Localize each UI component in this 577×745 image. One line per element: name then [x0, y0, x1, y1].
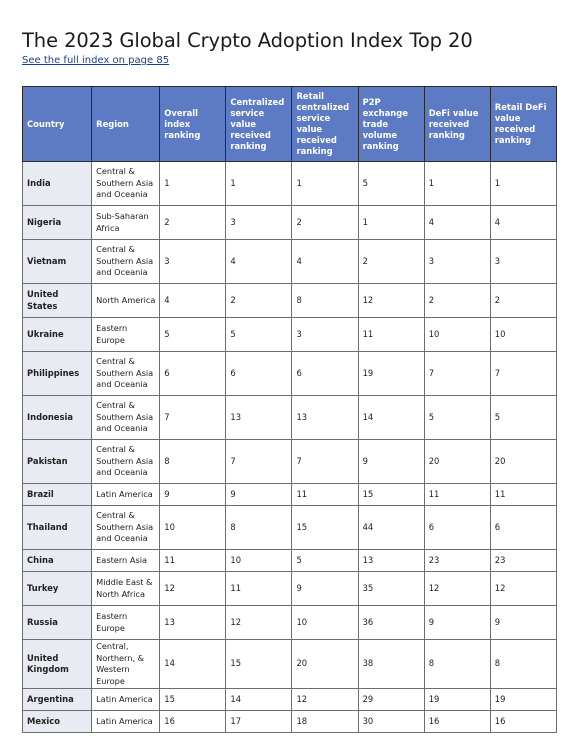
overall-ranking-cell: 14 — [160, 640, 226, 689]
retail-defi-ranking-cell: 8 — [490, 640, 556, 689]
region-cell: Latin America — [92, 689, 160, 711]
p2p-ranking-cell: 1 — [358, 206, 424, 240]
p2p-ranking-cell: 29 — [358, 689, 424, 711]
retail-defi-ranking-cell: 6 — [490, 506, 556, 550]
table-row — [23, 572, 557, 606]
centralized-ranking-cell: 3 — [226, 206, 292, 240]
retail-centralized-ranking-cell: 20 — [292, 640, 358, 689]
country-cell: Philippines — [23, 352, 92, 396]
defi-ranking-cell: 9 — [424, 606, 490, 640]
overall-ranking-cell: 6 — [160, 352, 226, 396]
overall-ranking-cell: 1 — [160, 162, 226, 206]
p2p-ranking-cell: 14 — [358, 396, 424, 440]
defi-ranking-cell: 1 — [424, 162, 490, 206]
table-row — [23, 206, 557, 240]
header-retail-defi-ranking: Retail DeFi value received ranking — [490, 87, 556, 162]
table-row — [23, 318, 557, 352]
centralized-ranking-cell: 15 — [226, 640, 292, 689]
overall-ranking-cell: 8 — [160, 440, 226, 484]
p2p-ranking-cell: 38 — [358, 640, 424, 689]
retail-centralized-ranking-cell: 3 — [292, 318, 358, 352]
region-cell: Central & Southern Asia and Oceania — [92, 162, 160, 206]
defi-ranking-cell: 8 — [424, 640, 490, 689]
retail-defi-ranking-cell: 5 — [490, 396, 556, 440]
defi-ranking-cell: 16 — [424, 711, 490, 733]
p2p-ranking-cell: 19 — [358, 352, 424, 396]
retail-centralized-ranking-cell: 5 — [292, 550, 358, 572]
overall-ranking-cell: 11 — [160, 550, 226, 572]
table-header-row — [23, 87, 557, 162]
retail-defi-ranking-cell: 7 — [490, 352, 556, 396]
overall-ranking-cell: 10 — [160, 506, 226, 550]
centralized-ranking-cell: 2 — [226, 284, 292, 318]
table-row — [23, 284, 557, 318]
overall-ranking-cell: 4 — [160, 284, 226, 318]
centralized-ranking-cell: 5 — [226, 318, 292, 352]
table-row — [23, 352, 557, 396]
p2p-ranking-cell: 35 — [358, 572, 424, 606]
overall-ranking-cell: 5 — [160, 318, 226, 352]
defi-ranking-cell: 12 — [424, 572, 490, 606]
p2p-ranking-cell: 13 — [358, 550, 424, 572]
region-cell: Eastern Europe — [92, 318, 160, 352]
retail-centralized-ranking-cell: 15 — [292, 506, 358, 550]
overall-ranking-cell: 3 — [160, 240, 226, 284]
header-region: Region — [92, 87, 160, 162]
country-cell: Ukraine — [23, 318, 92, 352]
region-cell: Central & Southern Asia and Oceania — [92, 240, 160, 284]
centralized-ranking-cell: 7 — [226, 440, 292, 484]
table-row — [23, 484, 557, 506]
p2p-ranking-cell: 30 — [358, 711, 424, 733]
p2p-ranking-cell: 9 — [358, 440, 424, 484]
header-p2p-ranking: P2P exchange trade volume ranking — [358, 87, 424, 162]
defi-ranking-cell: 10 — [424, 318, 490, 352]
region-cell: Central & Southern Asia and Oceania — [92, 440, 160, 484]
retail-defi-ranking-cell: 1 — [490, 162, 556, 206]
country-cell: Turkey — [23, 572, 92, 606]
header-overall-ranking: Overall index ranking — [160, 87, 226, 162]
table-row — [23, 689, 557, 711]
region-cell: Middle East & North Africa — [92, 572, 160, 606]
retail-centralized-ranking-cell: 10 — [292, 606, 358, 640]
country-cell: China — [23, 550, 92, 572]
p2p-ranking-cell: 44 — [358, 506, 424, 550]
defi-ranking-cell: 5 — [424, 396, 490, 440]
centralized-ranking-cell: 8 — [226, 506, 292, 550]
defi-ranking-cell: 2 — [424, 284, 490, 318]
retail-centralized-ranking-cell: 8 — [292, 284, 358, 318]
retail-defi-ranking-cell: 12 — [490, 572, 556, 606]
defi-ranking-cell: 20 — [424, 440, 490, 484]
overall-ranking-cell: 13 — [160, 606, 226, 640]
table-row — [23, 240, 557, 284]
retail-centralized-ranking-cell: 6 — [292, 352, 358, 396]
country-cell: India — [23, 162, 92, 206]
region-cell: Sub-Saharan Africa — [92, 206, 160, 240]
country-cell: Nigeria — [23, 206, 92, 240]
centralized-ranking-cell: 10 — [226, 550, 292, 572]
retail-defi-ranking-cell: 2 — [490, 284, 556, 318]
defi-ranking-cell: 11 — [424, 484, 490, 506]
retail-centralized-ranking-cell: 12 — [292, 689, 358, 711]
overall-ranking-cell: 2 — [160, 206, 226, 240]
retail-defi-ranking-cell: 11 — [490, 484, 556, 506]
full-index-link[interactable]: See the full index on page 85 — [22, 55, 170, 66]
defi-ranking-cell: 19 — [424, 689, 490, 711]
retail-defi-ranking-cell: 3 — [490, 240, 556, 284]
header-centralized-ranking: Centralized service value received ranking — [226, 87, 292, 162]
overall-ranking-cell: 7 — [160, 396, 226, 440]
region-cell: Latin America — [92, 484, 160, 506]
retail-defi-ranking-cell: 9 — [490, 606, 556, 640]
region-cell: North America — [92, 284, 160, 318]
retail-centralized-ranking-cell: 9 — [292, 572, 358, 606]
region-cell: Central & Southern Asia and Oceania — [92, 396, 160, 440]
defi-ranking-cell: 3 — [424, 240, 490, 284]
p2p-ranking-cell: 12 — [358, 284, 424, 318]
country-cell: Indonesia — [23, 396, 92, 440]
centralized-ranking-cell: 11 — [226, 572, 292, 606]
centralized-ranking-cell: 6 — [226, 352, 292, 396]
table-row — [23, 640, 557, 689]
centralized-ranking-cell: 13 — [226, 396, 292, 440]
region-cell: Eastern Europe — [92, 606, 160, 640]
retail-centralized-ranking-cell: 13 — [292, 396, 358, 440]
overall-ranking-cell: 9 — [160, 484, 226, 506]
country-cell: Brazil — [23, 484, 92, 506]
overall-ranking-cell: 16 — [160, 711, 226, 733]
defi-ranking-cell: 4 — [424, 206, 490, 240]
country-cell: Russia — [23, 606, 92, 640]
centralized-ranking-cell: 9 — [226, 484, 292, 506]
defi-ranking-cell: 6 — [424, 506, 490, 550]
table-row — [23, 550, 557, 572]
overall-ranking-cell: 12 — [160, 572, 226, 606]
table-row — [23, 506, 557, 550]
retail-defi-ranking-cell: 4 — [490, 206, 556, 240]
country-cell: Mexico — [23, 711, 92, 733]
table-row — [23, 162, 557, 206]
table-row — [23, 396, 557, 440]
retail-centralized-ranking-cell: 7 — [292, 440, 358, 484]
retail-centralized-ranking-cell: 18 — [292, 711, 358, 733]
retail-centralized-ranking-cell: 2 — [292, 206, 358, 240]
p2p-ranking-cell: 5 — [358, 162, 424, 206]
country-cell: Pakistan — [23, 440, 92, 484]
retail-defi-ranking-cell: 16 — [490, 711, 556, 733]
adoption-index-table — [22, 86, 557, 733]
centralized-ranking-cell: 4 — [226, 240, 292, 284]
retail-centralized-ranking-cell: 1 — [292, 162, 358, 206]
page-title: The 2023 Global Crypto Adoption Index Top 20 — [22, 29, 473, 52]
p2p-ranking-cell: 2 — [358, 240, 424, 284]
region-cell: Latin America — [92, 711, 160, 733]
centralized-ranking-cell: 17 — [226, 711, 292, 733]
centralized-ranking-cell: 12 — [226, 606, 292, 640]
overall-ranking-cell: 15 — [160, 689, 226, 711]
table-row — [23, 606, 557, 640]
country-cell: Argentina — [23, 689, 92, 711]
region-cell: Central & Southern Asia and Oceania — [92, 506, 160, 550]
retail-centralized-ranking-cell: 11 — [292, 484, 358, 506]
header-retail-centralized-ranking: Retail centralized service value received ranking — [292, 87, 358, 162]
p2p-ranking-cell: 15 — [358, 484, 424, 506]
p2p-ranking-cell: 36 — [358, 606, 424, 640]
p2p-ranking-cell: 11 — [358, 318, 424, 352]
retail-defi-ranking-cell: 23 — [490, 550, 556, 572]
table-row — [23, 711, 557, 733]
header-country: Country — [23, 87, 92, 162]
retail-defi-ranking-cell: 10 — [490, 318, 556, 352]
defi-ranking-cell: 23 — [424, 550, 490, 572]
country-cell: Vietnam — [23, 240, 92, 284]
region-cell: Central & Southern Asia and Oceania — [92, 352, 160, 396]
retail-defi-ranking-cell: 20 — [490, 440, 556, 484]
centralized-ranking-cell: 1 — [226, 162, 292, 206]
retail-defi-ranking-cell: 19 — [490, 689, 556, 711]
retail-centralized-ranking-cell: 4 — [292, 240, 358, 284]
country-cell: United States — [23, 284, 92, 318]
defi-ranking-cell: 7 — [424, 352, 490, 396]
table-row — [23, 440, 557, 484]
region-cell: Central, Northern, & Western Europe — [92, 640, 160, 689]
centralized-ranking-cell: 14 — [226, 689, 292, 711]
country-cell: Thailand — [23, 506, 92, 550]
country-cell: United Kingdom — [23, 640, 92, 689]
header-defi-ranking: DeFi value received ranking — [424, 87, 490, 162]
region-cell: Eastern Asia — [92, 550, 160, 572]
